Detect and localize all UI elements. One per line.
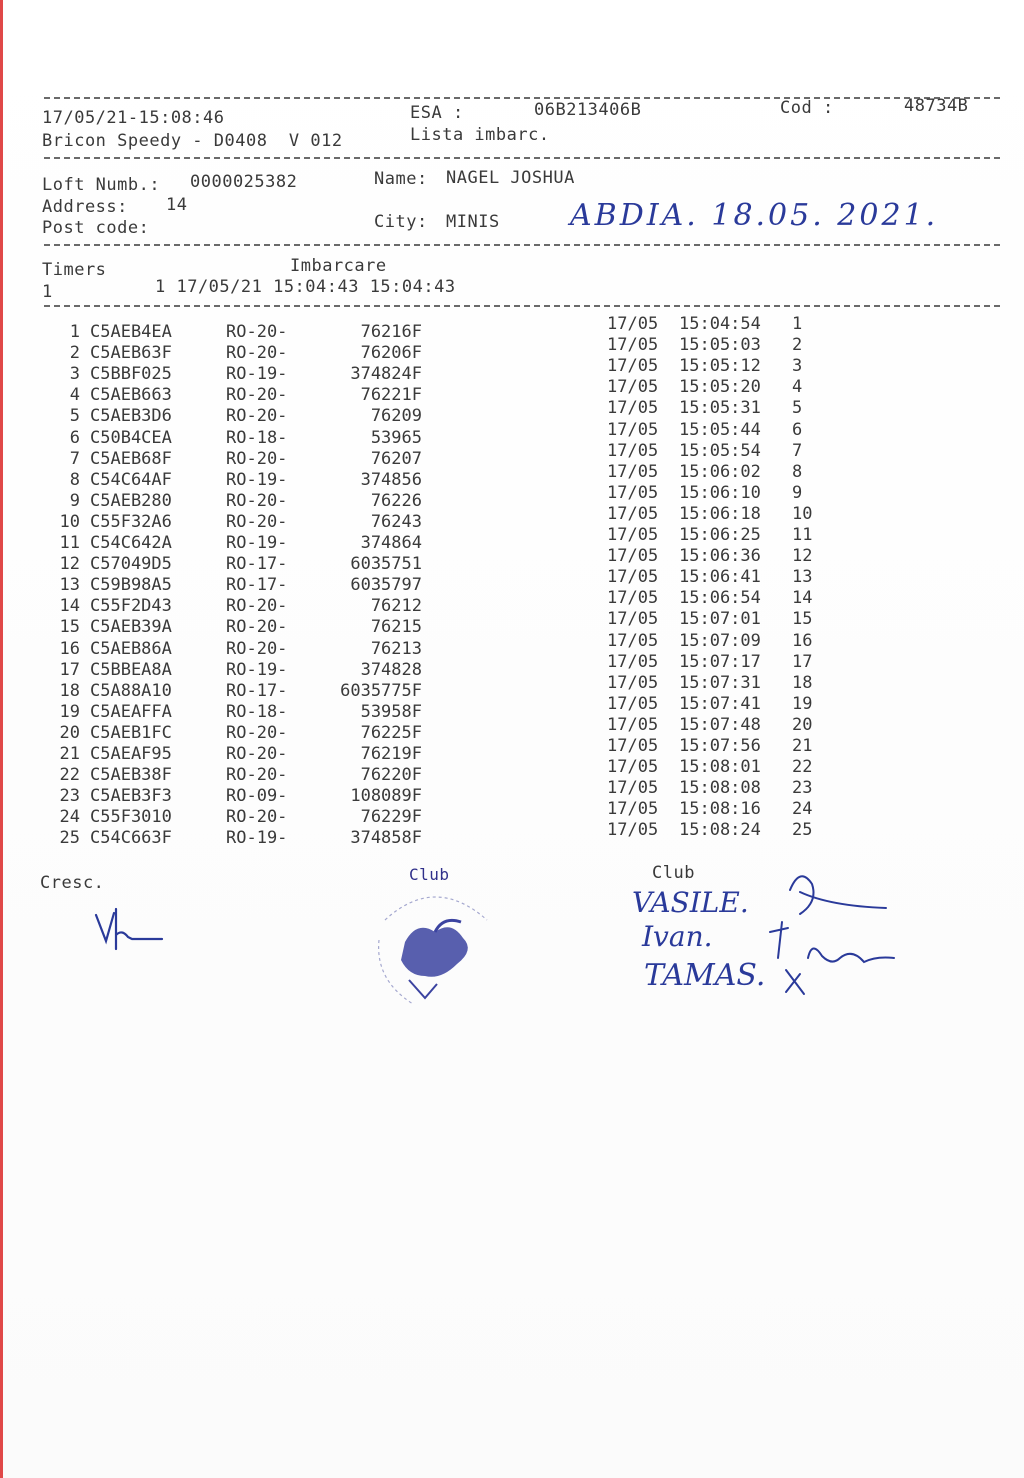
bird-chip-id: C5AEB86A <box>90 638 172 659</box>
arrival-time: 15:05:20 <box>679 377 761 398</box>
city-label: City: <box>374 212 428 232</box>
bird-ring-prefix: RO-20- <box>226 765 288 786</box>
bird-index: 10 <box>59 511 80 532</box>
arrival-date: 17/05 <box>607 503 659 524</box>
arrival-position: 6 <box>792 419 803 440</box>
bird-ring-number: 374828 <box>360 659 422 680</box>
arrival-position: 25 <box>792 820 813 841</box>
address-label: Address: <box>42 197 128 217</box>
arrival-position: 20 <box>792 714 813 735</box>
bird-chip-id: C5AEB38F <box>90 765 172 786</box>
arrival-time: 15:07:56 <box>679 736 761 756</box>
arrival-time: 15:07:01 <box>679 609 761 630</box>
address-value: 14 <box>166 195 188 215</box>
arrival-position: 19 <box>792 693 813 714</box>
bird-ring-number: 374824F <box>350 364 422 385</box>
print-datetime: 17/05/21-15:08:46 <box>42 108 225 128</box>
arrival-position: 16 <box>792 630 813 651</box>
arrival-date: 17/05 <box>607 736 659 756</box>
cod-value: 48734B <box>904 96 969 116</box>
arrival-time: 15:07:31 <box>679 672 761 693</box>
arrival-time: 15:05:31 <box>679 398 761 419</box>
bird-chip-id: C5BBEA8A <box>90 659 172 680</box>
bird-index: 9 <box>69 490 80 511</box>
bird-index: 3 <box>69 364 80 385</box>
bird-index: 7 <box>69 448 80 469</box>
bird-chip-id: C5AEB280 <box>90 490 172 511</box>
arrival-time: 15:06:18 <box>679 503 761 524</box>
bird-chip-id: C5AEB4EA <box>90 322 172 342</box>
bird-ring-number: 76216F <box>360 322 422 342</box>
bird-index: 11 <box>59 533 80 553</box>
bird-index: 21 <box>59 744 80 764</box>
bird-ring-number: 76212 <box>370 596 422 617</box>
arrival-time: 15:07:09 <box>679 630 761 651</box>
bird-chip-id: C5AEB1FC <box>90 722 172 743</box>
arrival-date: 17/05 <box>607 461 659 482</box>
bird-ring-prefix: RO-20- <box>226 722 288 743</box>
list-title: Lista imbarc. <box>410 125 550 145</box>
bird-ring-number: 76207 <box>370 448 422 469</box>
bird-ring-number: 76243 <box>370 511 422 532</box>
arrival-time: 15:06:25 <box>679 525 761 545</box>
signature-name-3: TAMAS. <box>644 958 766 993</box>
arrival-date: 17/05 <box>607 588 659 609</box>
bird-chip-id: C50B4CEA <box>90 427 172 448</box>
bird-index: 24 <box>59 807 80 828</box>
loft-number: 0000025382 <box>190 172 298 192</box>
divider-timers <box>44 305 1000 307</box>
bird-index: 1 <box>69 322 80 342</box>
arrival-time: 15:05:54 <box>679 440 761 461</box>
bird-index: 18 <box>59 680 80 701</box>
bird-ring-number: 374858F <box>350 828 422 849</box>
bird-ring-number: 76215 <box>370 617 422 638</box>
bird-ring-number: 53958F <box>360 701 422 722</box>
bird-index: 13 <box>59 575 80 596</box>
bird-chip-id: C55F3010 <box>90 807 172 828</box>
bird-index: 23 <box>59 786 80 807</box>
bird-index: 20 <box>59 722 80 743</box>
bird-chip-id: C5AEB68F <box>90 448 172 469</box>
arrival-date: 17/05 <box>607 525 659 545</box>
bird-ring-prefix: RO-20- <box>226 343 288 364</box>
handwritten-date-note: ABDIA. 18.05. 2021. <box>570 198 939 233</box>
arrival-time: 15:06:41 <box>679 567 761 588</box>
signature-name-2: Ivan. <box>642 920 713 953</box>
post-code-label: Post code: <box>42 218 150 238</box>
arrival-position: 4 <box>792 377 803 398</box>
esa-value: 06B213406B <box>534 100 642 120</box>
arrival-time: 15:06:54 <box>679 588 761 609</box>
arrival-position: 15 <box>792 609 813 630</box>
arrival-position: 17 <box>792 651 813 672</box>
arrival-time: 15:07:17 <box>679 651 761 672</box>
arrival-date: 17/05 <box>607 693 659 714</box>
bird-ring-prefix: RO-19- <box>226 533 288 553</box>
arrival-date: 17/05 <box>607 609 659 630</box>
arrival-date: 17/05 <box>607 546 659 567</box>
bird-ring-number: 374856 <box>360 469 422 490</box>
arrival-position: 18 <box>792 672 813 693</box>
bird-chip-id: C5AEAFFA <box>90 701 172 722</box>
bird-chip-id: C57049D5 <box>90 554 172 575</box>
bird-ring-prefix: RO-17- <box>226 554 288 575</box>
arrival-position: 5 <box>792 398 803 419</box>
bird-ring-prefix: RO-20- <box>226 638 288 659</box>
arrival-time: 15:08:08 <box>679 778 761 799</box>
bird-index: 15 <box>59 617 80 638</box>
arrival-time: 15:04:54 <box>679 314 761 334</box>
bird-index: 6 <box>69 427 80 448</box>
arrival-date: 17/05 <box>607 567 659 588</box>
bird-chip-id: C54C663F <box>90 828 172 849</box>
imbarcare-label: Imbarcare <box>290 256 387 276</box>
arrival-position: 21 <box>792 736 813 756</box>
arrival-time: 15:08:24 <box>679 820 761 841</box>
esa-label: ESA : <box>410 103 464 123</box>
arrival-date: 17/05 <box>607 757 659 778</box>
timer-number: 1 <box>42 282 53 302</box>
bird-index: 12 <box>59 554 80 575</box>
bird-ring-number: 6035751 <box>350 554 422 575</box>
bird-row <box>52 820 842 849</box>
cresc-signature <box>92 905 166 951</box>
arrival-date: 17/05 <box>607 672 659 693</box>
bird-chip-id: C5AEB39A <box>90 617 172 638</box>
arrival-position: 8 <box>792 461 803 482</box>
arrival-date: 17/05 <box>607 651 659 672</box>
arrival-position: 3 <box>792 356 803 377</box>
arrival-position: 7 <box>792 440 803 461</box>
bird-ring-prefix: RO-19- <box>226 659 288 680</box>
arrival-date: 17/05 <box>607 714 659 735</box>
bird-index: 4 <box>69 385 80 406</box>
bird-ring-prefix: RO-17- <box>226 680 288 701</box>
arrival-time: 15:05:03 <box>679 335 761 356</box>
bird-ring-prefix: RO-18- <box>226 701 288 722</box>
city-value: MINIS <box>446 212 500 232</box>
bird-chip-id: C5BBF025 <box>90 364 172 385</box>
bird-chip-id: C55F2D43 <box>90 596 172 617</box>
arrival-date: 17/05 <box>607 377 659 398</box>
arrival-date: 17/05 <box>607 314 659 334</box>
arrival-date: 17/05 <box>607 419 659 440</box>
arrival-date: 17/05 <box>607 398 659 419</box>
loft-label: Loft Numb.: <box>42 175 161 195</box>
bird-index: 14 <box>59 596 80 617</box>
bird-index: 19 <box>59 701 80 722</box>
bird-ring-number: 76219F <box>360 744 422 764</box>
club-signatures <box>760 862 920 1012</box>
arrival-time: 15:06:36 <box>679 546 761 567</box>
bird-ring-prefix: RO-19- <box>226 364 288 385</box>
bird-ring-prefix: RO-19- <box>226 469 288 490</box>
name-label: Name: <box>374 169 428 189</box>
arrival-position: 23 <box>792 778 813 799</box>
bird-ring-prefix: RO-20- <box>226 807 288 828</box>
bird-index: 25 <box>59 828 80 849</box>
fancier-name: NAGEL JOSHUA <box>446 168 575 188</box>
bird-chip-id: C55F32A6 <box>90 511 172 532</box>
arrival-date: 17/05 <box>607 630 659 651</box>
divider-fancier <box>44 244 1000 246</box>
bird-ring-prefix: RO-20- <box>226 490 288 511</box>
bird-ring-prefix: RO-17- <box>226 575 288 596</box>
bird-chip-id: C5AEAF95 <box>90 744 172 764</box>
club-stamp <box>365 865 505 1010</box>
arrival-date: 17/05 <box>607 356 659 377</box>
bird-chip-id: C54C642A <box>90 533 172 553</box>
arrival-position: 2 <box>792 335 803 356</box>
bird-ring-number: 76229F <box>360 807 422 828</box>
arrival-time: 15:08:16 <box>679 799 761 820</box>
divider-header <box>44 157 1000 159</box>
bird-ring-number: 6035797 <box>350 575 422 596</box>
timers-label: Timers <box>42 260 107 280</box>
bird-ring-number: 374864 <box>360 533 422 553</box>
device-info: Bricon Speedy - D0408 V 012 <box>42 131 343 151</box>
arrival-time: 15:06:10 <box>679 482 761 503</box>
bird-chip-id: C5A88A10 <box>90 680 172 701</box>
page-edge <box>0 0 3 1478</box>
bird-ring-number: 76221F <box>360 385 422 406</box>
arrival-time: 15:05:12 <box>679 356 761 377</box>
bird-ring-prefix: RO-20- <box>226 322 288 342</box>
arrival-position: 1 <box>792 314 803 334</box>
cresc-label: Cresc. <box>40 873 105 893</box>
divider-top <box>44 97 1000 99</box>
arrival-time: 15:07:41 <box>679 693 761 714</box>
bird-index: 8 <box>69 469 80 490</box>
bird-ring-prefix: RO-20- <box>226 385 288 406</box>
bird-chip-id: C54C64AF <box>90 469 172 490</box>
bird-ring-prefix: RO-20- <box>226 596 288 617</box>
arrival-time: 15:08:01 <box>679 757 761 778</box>
bird-chip-id: C5AEB63F <box>90 343 172 364</box>
arrival-date: 17/05 <box>607 482 659 503</box>
bird-ring-number: 76209 <box>370 406 422 427</box>
arrival-date: 17/05 <box>607 440 659 461</box>
bird-ring-prefix: RO-20- <box>226 744 288 764</box>
arrival-time: 15:07:48 <box>679 714 761 735</box>
bird-ring-number: 53965 <box>370 427 422 448</box>
arrival-date: 17/05 <box>607 335 659 356</box>
bird-ring-prefix: RO-20- <box>226 511 288 532</box>
bird-ring-prefix: RO-20- <box>226 406 288 427</box>
bird-ring-number: 108089F <box>350 786 422 807</box>
bird-ring-number: 76225F <box>360 722 422 743</box>
bird-ring-prefix: RO-19- <box>226 828 288 849</box>
arrival-date: 17/05 <box>607 820 659 841</box>
bird-index: 2 <box>69 343 80 364</box>
arrival-position: 22 <box>792 757 813 778</box>
bird-chip-id: C59B98A5 <box>90 575 172 596</box>
bird-ring-number: 76213 <box>370 638 422 659</box>
arrival-date: 17/05 <box>607 778 659 799</box>
bird-index: 16 <box>59 638 80 659</box>
arrival-position: 24 <box>792 799 813 820</box>
bird-index: 22 <box>59 765 80 786</box>
bird-ring-prefix: RO-20- <box>226 448 288 469</box>
club-label: Club <box>652 863 695 883</box>
bird-ring-prefix: RO-18- <box>226 427 288 448</box>
bird-ring-prefix: RO-20- <box>226 617 288 638</box>
bird-chip-id: C5AEB3F3 <box>90 786 172 807</box>
arrival-time: 15:05:44 <box>679 419 761 440</box>
cod-label: Cod : <box>780 98 834 118</box>
bird-index: 17 <box>59 659 80 680</box>
arrival-position: 13 <box>792 567 813 588</box>
signature-name-1: VASILE. <box>632 886 749 919</box>
bird-ring-prefix: RO-09- <box>226 786 288 807</box>
arrival-time: 15:06:02 <box>679 461 761 482</box>
bird-ring-number: 76220F <box>360 765 422 786</box>
bird-chip-id: C5AEB3D6 <box>90 406 172 427</box>
timer-line: 1 17/05/21 15:04:43 15:04:43 <box>155 277 456 297</box>
club-stamp-label: Club <box>409 865 450 884</box>
arrival-position: 12 <box>792 546 813 567</box>
bird-index: 5 <box>69 406 80 427</box>
bird-ring-number: 76226 <box>370 490 422 511</box>
bird-ring-number: 6035775F <box>340 680 422 701</box>
bird-chip-id: C5AEB663 <box>90 385 172 406</box>
arrival-position: 11 <box>792 525 813 545</box>
bird-ring-number: 76206F <box>360 343 422 364</box>
arrival-position: 9 <box>792 482 803 503</box>
arrival-position: 14 <box>792 588 813 609</box>
arrival-position: 10 <box>792 503 813 524</box>
arrival-date: 17/05 <box>607 799 659 820</box>
